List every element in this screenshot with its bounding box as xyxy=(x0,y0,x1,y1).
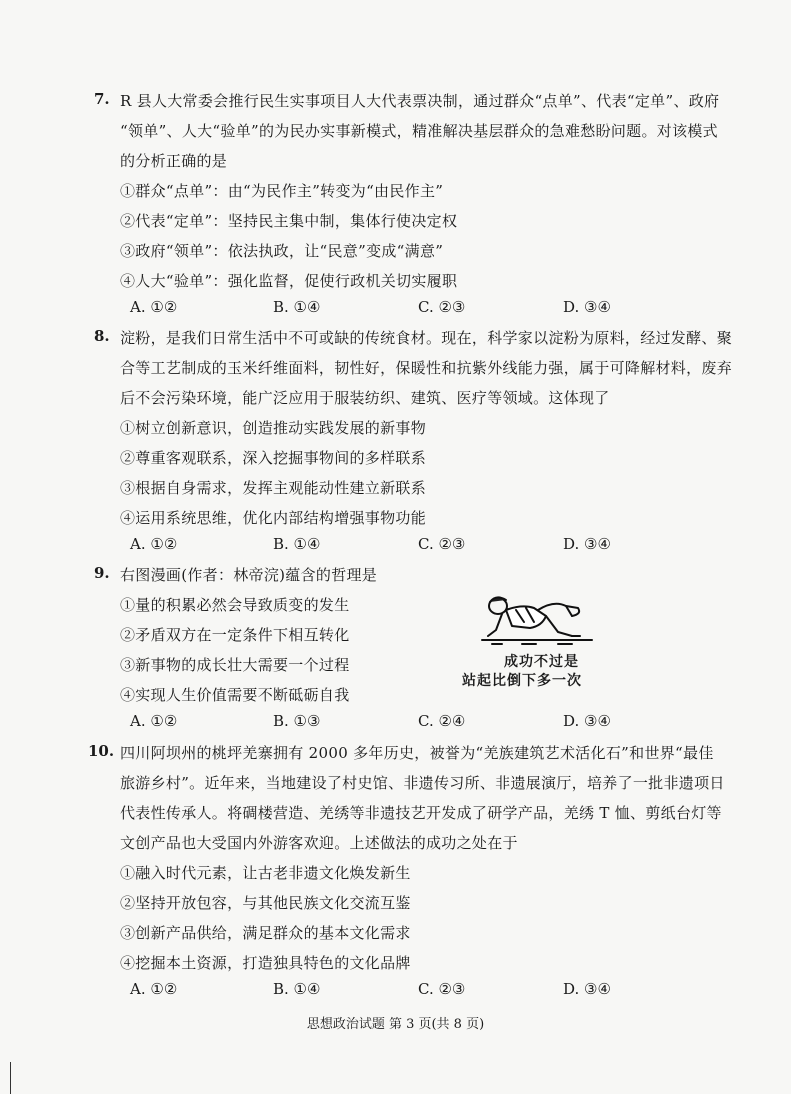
statement: ④实现人生价值需要不断砥砺自我 xyxy=(120,686,350,704)
statement: ③新事物的成长壮大需要一个过程 xyxy=(120,656,350,674)
statement: ②矛盾双方在一定条件下相互转化 xyxy=(120,626,350,644)
question-text-line: 四川阿坝州的桃坪羌寨拥有 2000 多年历史，被誉为“羌族建筑艺术活化石”和世界“最佳 xyxy=(120,744,714,762)
option-a: A. ①② xyxy=(130,298,178,316)
statement: ②尊重客观联系，深入挖掘事物间的多样联系 xyxy=(120,449,427,467)
option-c: C. ②③ xyxy=(418,980,466,998)
option-a: A. ①② xyxy=(130,980,178,998)
question-number: 7. xyxy=(94,90,110,108)
option-a: A. ①② xyxy=(130,712,178,730)
statement: ④运用系统思维，优化内部结构增强事物功能 xyxy=(120,509,427,527)
option-c: C. ②③ xyxy=(418,298,466,316)
cartoon-illustration xyxy=(462,592,642,692)
statement: ①融入时代元素，让古老非遗文化焕发新生 xyxy=(120,864,411,882)
option-b: B. ①④ xyxy=(273,298,321,316)
statement: ①树立创新意识，创造推动实践发展的新事物 xyxy=(120,419,427,437)
option-d: D. ③④ xyxy=(563,980,611,998)
statement: ③根据自身需求，发挥主观能动性建立新联系 xyxy=(120,479,427,497)
option-a: A. ①② xyxy=(130,535,178,553)
question-text-line: 淀粉，是我们日常生活中不可或缺的传统食材。现在，科学家以淀粉为原料，经过发酵、聚 xyxy=(120,329,733,347)
question-number: 10. xyxy=(88,742,115,760)
question-text-line: 的分析正确的是 xyxy=(120,152,228,170)
question-text-line: 代表性传承人。将碉楼营造、羌绣等非遗技艺开发成了研学产品，羌绣 T 恤、剪纸台灯等 xyxy=(120,804,722,822)
option-c: C. ②④ xyxy=(418,712,466,730)
option-d: D. ③④ xyxy=(563,535,611,553)
statement: ④挖掘本土资源，打造独具特色的文化品牌 xyxy=(120,954,411,972)
question-text-line: 文创产品也大受国内外游客欢迎。上述做法的成功之处在于 xyxy=(120,834,518,852)
option-d: D. ③④ xyxy=(563,298,611,316)
question-text-line: R 县人大常委会推行民生实事项目人大代表票决制，通过群众“点单”、代表“定单”、政府 xyxy=(120,92,720,110)
statement: ③政府“领单”：依法执政，让“民意”变成“满意” xyxy=(120,242,444,260)
question-text-line: 右图漫画(作者：林帝浣)蕴含的哲理是 xyxy=(120,566,378,584)
question-text-line: 旅游乡村”。近年来，当地建设了村史馆、非遗传习所、非遗展演厅，培养了一批非遗项日 xyxy=(120,774,725,792)
question-number: 8. xyxy=(94,327,110,345)
page-footer: 思想政治试题 第 3 页(共 8 页) xyxy=(306,1017,485,1032)
statement: ④人大“验单”：强化监督，促使行政机关切实履职 xyxy=(120,272,458,290)
option-b: B. ①③ xyxy=(273,712,321,730)
cartoon-caption-line-2: 站起比倒下多一次 xyxy=(462,673,582,689)
question-text-line: 后不会污染环境，能广泛应用于服装纺织、建筑、医疗等领域。这体现了 xyxy=(120,389,610,407)
option-d: D. ③④ xyxy=(563,712,611,730)
statement: ②坚持开放包容，与其他民族文化交流互鉴 xyxy=(120,894,411,912)
statement: ①群众“点单”：由“为民作主”转变为“由民作主” xyxy=(120,182,444,200)
scan-edge-line xyxy=(10,1062,11,1094)
statement: ②代表“定单”：坚持民主集中制，集体行使决定权 xyxy=(120,212,458,230)
option-b: B. ①④ xyxy=(273,980,321,998)
statement: ③创新产品供给，满足群众的基本文化需求 xyxy=(120,924,411,942)
option-c: C. ②③ xyxy=(418,535,466,553)
option-b: B. ①④ xyxy=(273,535,321,553)
statement: ①量的积累必然会导致质变的发生 xyxy=(120,596,350,614)
cartoon-figure-drawing xyxy=(462,592,642,652)
question-text-line: 合等工艺制成的玉米纤维面料，韧性好，保暖性和抗紫外线能力强，属于可降解材料，废弃 xyxy=(120,359,733,377)
question-number: 9. xyxy=(94,564,110,582)
cartoon-caption-line-1: 成功不过是 xyxy=(504,654,579,670)
question-text-line: “领单”、人大“验单”的为民办实事新模式，精准解决基层群众的急难愁盼问题。对该模式 xyxy=(120,122,718,140)
